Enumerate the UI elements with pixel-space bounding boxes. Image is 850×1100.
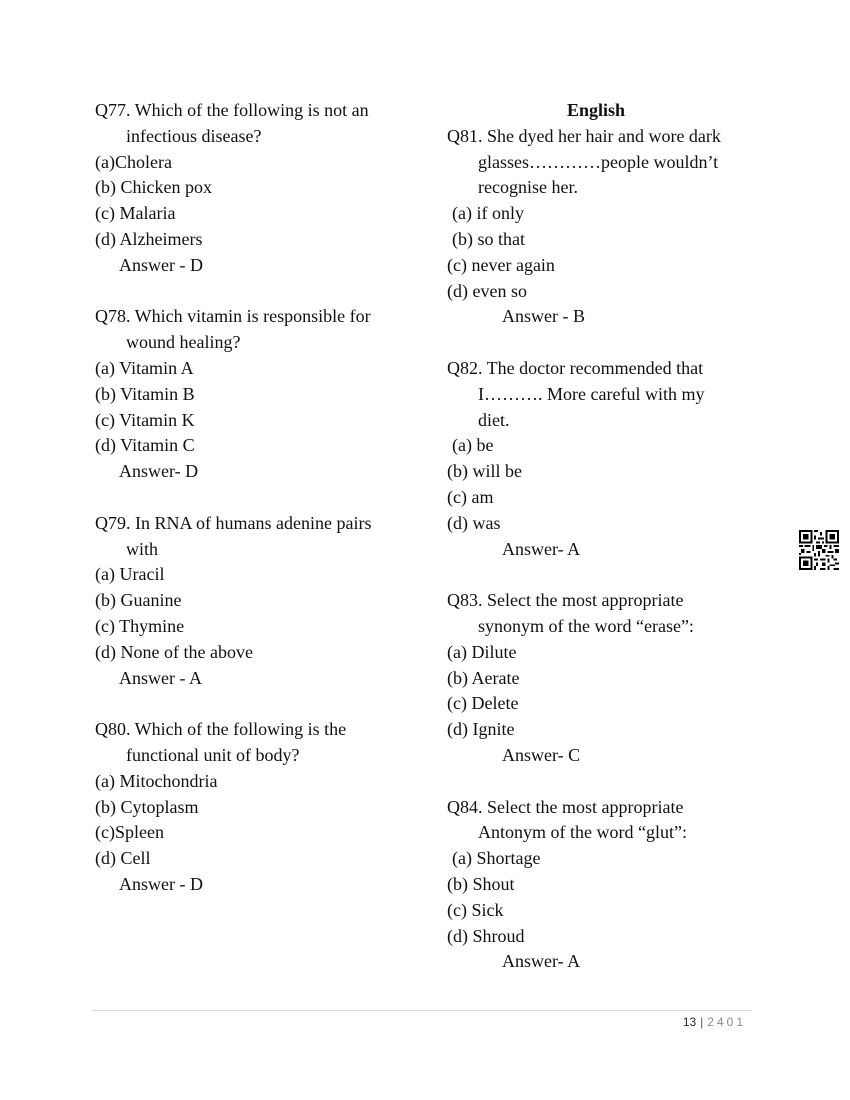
answer: Answer- A xyxy=(502,538,581,559)
option-b: (b) Vitamin B xyxy=(95,383,195,404)
question-q83 xyxy=(447,588,767,769)
option-d: (d) even so xyxy=(447,280,527,301)
footer-separator: | xyxy=(700,1015,704,1029)
question-q79 xyxy=(95,511,415,692)
option-c: (c) Thymine xyxy=(95,615,185,636)
option-d: (d) was xyxy=(447,512,501,533)
answer: Answer - D xyxy=(119,254,203,275)
question-q82 xyxy=(447,356,767,562)
option-a: (a) be xyxy=(452,435,494,456)
option-b: (b) Shout xyxy=(447,873,515,894)
option-c: (c) never again xyxy=(447,254,555,275)
qr-code-icon xyxy=(799,530,839,570)
question-q80 xyxy=(95,717,415,898)
option-a: (a) Shortage xyxy=(452,848,541,869)
question-text: Q82. The doctor recommended that xyxy=(447,357,704,378)
answer: Answer- A xyxy=(502,951,581,972)
question-text-continued: functional unit of body? xyxy=(126,744,300,765)
option-c: (c) Malaria xyxy=(95,203,176,224)
answer: Answer- C xyxy=(502,744,581,765)
option-a: (a)Cholera xyxy=(95,151,172,172)
option-b: (b) Aerate xyxy=(447,667,520,688)
section-heading: English xyxy=(566,100,626,120)
question-text-continued: I………. More careful with my xyxy=(478,383,705,404)
question-text: Q84. Select the most appropriate xyxy=(447,796,684,817)
option-a: (a) Mitochondria xyxy=(95,770,218,791)
option-b: (b) so that xyxy=(452,228,525,249)
option-a: (a) Uracil xyxy=(95,564,165,585)
option-c: (c) am xyxy=(447,486,494,507)
question-text-continued: with xyxy=(126,538,159,559)
option-c: (c)Spleen xyxy=(95,822,164,843)
question-text-continued: recognise her. xyxy=(478,177,578,198)
question-text: Q78. Which vitamin is responsible for xyxy=(95,306,371,327)
option-d: (d) None of the above xyxy=(95,641,253,662)
question-text: Q77. Which of the following is not an xyxy=(95,100,369,120)
question-q84 xyxy=(447,795,767,976)
option-c: (c) Sick xyxy=(447,899,504,920)
question-q81 xyxy=(447,124,767,330)
footer-divider xyxy=(92,1010,752,1011)
question-text-continued: diet. xyxy=(478,409,510,430)
option-a: (a) Dilute xyxy=(447,641,517,662)
right-column xyxy=(447,98,767,975)
question-text: Q83. Select the most appropriate xyxy=(447,590,684,611)
answer: Answer - B xyxy=(502,306,585,327)
answer: Answer - D xyxy=(119,873,203,894)
question-text-continued: infectious disease? xyxy=(126,125,262,146)
question-q77 xyxy=(95,98,415,279)
question-text-continued: wound healing? xyxy=(126,332,241,353)
answer: Answer - A xyxy=(119,667,202,688)
option-c: (c) Vitamin K xyxy=(95,409,195,430)
answer: Answer- D xyxy=(119,461,199,482)
option-b: (b) Cytoplasm xyxy=(95,796,199,817)
option-d: (d) Shroud xyxy=(447,925,525,946)
option-d: (d) Vitamin C xyxy=(95,435,195,456)
option-c: (c) Delete xyxy=(447,693,519,714)
option-a: (a) if only xyxy=(452,203,524,224)
question-text-continued: synonym of the word “erase”: xyxy=(478,615,694,636)
option-b: (b) Chicken pox xyxy=(95,177,212,198)
option-d: (d) Ignite xyxy=(447,719,515,740)
option-b: (b) Guanine xyxy=(95,590,182,611)
option-d: (d) Alzheimers xyxy=(95,228,203,249)
question-text: Q81. She dyed her hair and wore dark xyxy=(447,125,721,146)
option-a: (a) Vitamin A xyxy=(95,357,194,378)
question-text-continued: glasses…………people wouldn’t xyxy=(478,151,719,172)
left-column xyxy=(95,98,415,898)
question-text: Q80. Which of the following is the xyxy=(95,719,347,740)
option-d: (d) Cell xyxy=(95,848,151,869)
document-code: 2401 xyxy=(707,1015,746,1029)
page-footer xyxy=(683,1014,746,1030)
question-q78 xyxy=(95,304,415,485)
question-text-continued: Antonym of the word “glut”: xyxy=(478,822,687,843)
page-number: 13 xyxy=(682,1015,697,1029)
question-text: Q79. In RNA of humans adenine pairs xyxy=(95,512,372,533)
option-b: (b) will be xyxy=(447,461,522,482)
